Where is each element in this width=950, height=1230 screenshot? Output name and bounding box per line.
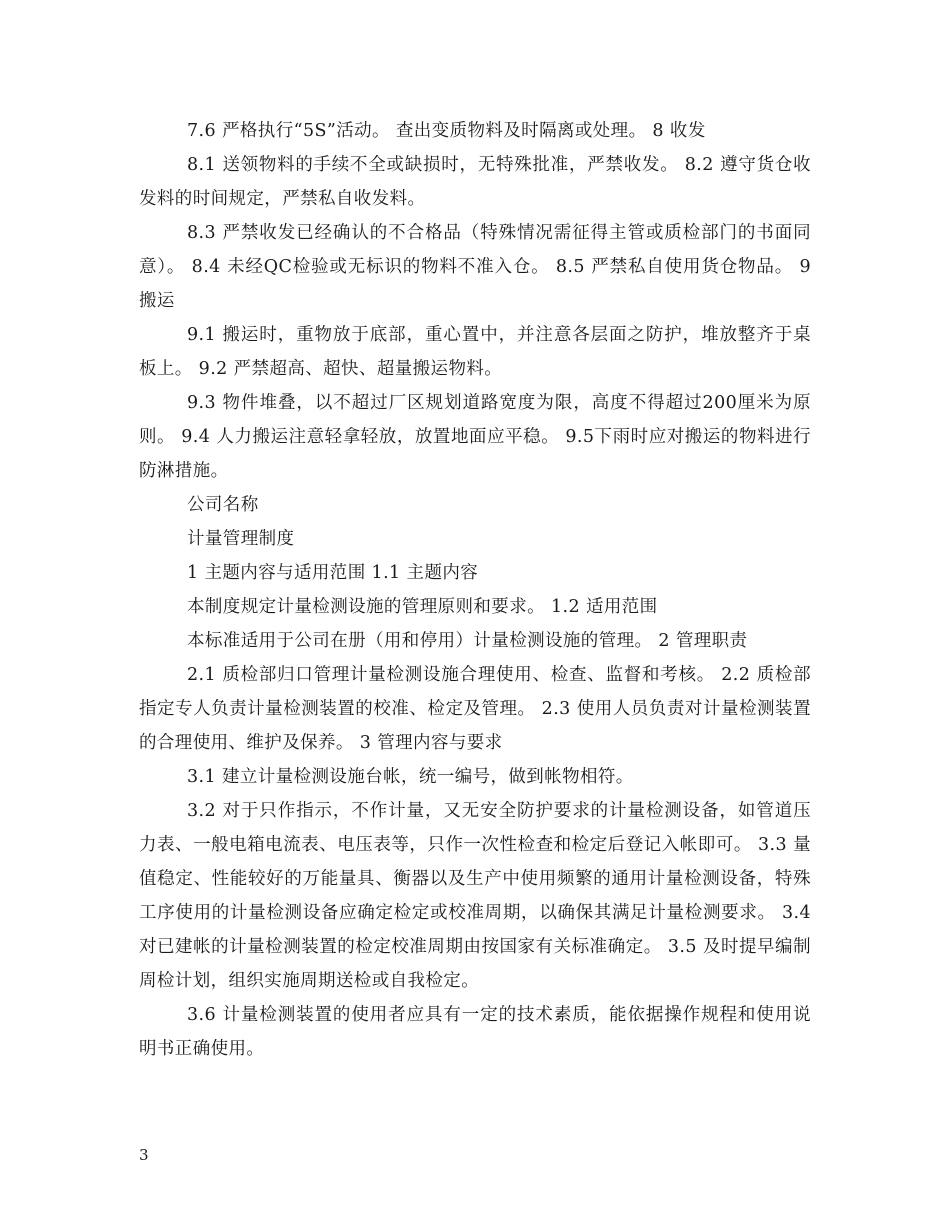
paragraph-3-2-calibration: 3.2 对于只作指示，不作计量，又无安全防护要求的计量检测设备，如管道压力表、一般电箱电流表、电压表等，只作一次性检查和检定后登记入帐即可。 3.3 量值稳定、性能较好的万能量具、衡器以及生产中使用频繁的通用计量检测设备，特殊工序使用的计量检测设备应确定检定或校准周期，以确保其满足计量检测要求。 3.4 对已建帐的计量检测装置的检定校准周期由按国家有关标准确定。 3.5 及时提早编制周检计划，组织实施周期送检或自我检定。 (139, 801, 811, 991)
section-title-measurement: 计量管理制度 (187, 529, 295, 549)
paragraph-2-responsibilities: 2.1 质检部归口管理计量检测设施合理使用、检查、监督和考核。 2.2 质检部指定专人负责计量检测装置的校准、检定及管理。 2.3 使用人员负责对计量检测装置的合理使用、维护及保养。 3 管理内容与要求 (139, 665, 811, 753)
paragraph-9-1-handling: 9.1 搬运时，重物放于底部，重心置中，并注意各层面之防护，堆放整齐于桌板上。 9.2 严禁超高、超快、超量搬运物料。 (139, 325, 811, 379)
document-body (139, 114, 811, 1066)
paragraph-1-2-applicability: 本标准适用于公司在册（用和停用）计量检测设施的管理。 2 管理职责 (187, 631, 748, 651)
paragraph-3-6-operators: 3.6 计量检测装置的使用者应具有一定的技术素质，能依据操作规程和使用说明书正确使用。 (139, 1005, 811, 1059)
paragraph-3-1-ledger: 3.1 建立计量检测设施台帐，统一编号，做到帐物相符。 (187, 767, 634, 787)
paragraph-8-3-nonconforming: 8.3 严禁收发已经确认的不合格品（特殊情况需征得主管或质检部门的书面同意）。 8.4 未经QC检验或无标识的物料不准入仓。 8.5 严禁私自使用货仓物品。 9 搬运 (139, 223, 811, 311)
paragraph-1-1-content: 本制度规定计量检测设施的管理原则和要求。 1.2 适用范围 (187, 597, 658, 617)
paragraph-9-3-stacking: 9.3 物件堆叠，以不超过厂区规划道路宽度为限，高度不得超过200厘米为原则。 9.4 人力搬运注意轻拿轻放，放置地面应平稳。 9.5下雨时应对搬运的物料进行防淋措施。 (139, 393, 811, 481)
page-number: 3 (139, 1146, 149, 1164)
company-name-line: 公司名称 (187, 495, 259, 515)
paragraph-8-1-receiving: 8.1 送领物料的手续不全或缺损时，无特殊批准，严禁收发。 8.2 遵守货仓收发料的时间规定，严禁私自收发料。 (139, 155, 811, 209)
paragraph-7-6-storage-5s: 7.6 严格执行“5S”活动。 查出变质物料及时隔离或处理。 8 收发 (187, 121, 706, 141)
paragraph-1-scope: 1 主题内容与适用范围 1.1 主题内容 (187, 563, 479, 583)
